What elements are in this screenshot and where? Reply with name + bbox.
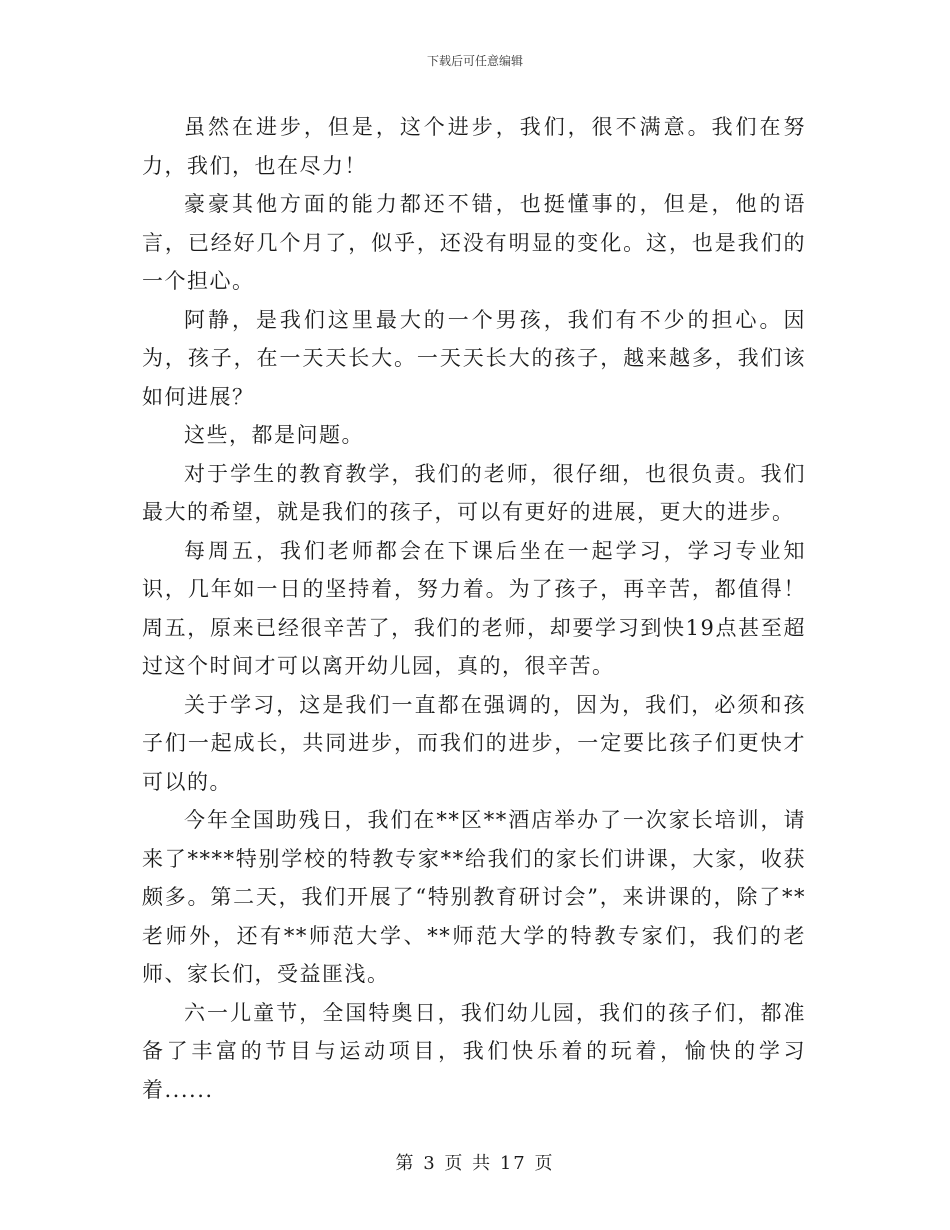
paragraph-8: 今年全国助残日，我们在**区**酒店举办了一次家长培训，请来了****特别学校的特教专家**给我们的家长们讲课，大家，收获颇多。第二天，我们开展了“特别教育研讨会”，来讲课的，除了**老师外，还有**师范大学、**师范大学的特教专家们，我们的老师、家长们，受益匪浅。 [142, 808, 806, 986]
paragraph-6: 每周五，我们老师都会在下课后坐在一起学习，学习专业知识，几年如一日的坚持着，努力着。为了孩子，再辛苦，都值得！周五，原来已经很辛苦了，我们的老师，却要学习到快19点甚至超过这个时间才可以离开幼儿园，真的，很辛苦。 [142, 538, 806, 678]
page-header: 下载后可任意编辑 [426, 54, 523, 68]
paragraph-7: 关于学习，这是我们一直都在强调的，因为，我们，必须和孩子们一起成长，共同进步，而我们的进步，一定要比孩子们更快才可以的。 [142, 692, 806, 794]
paragraph-3: 阿静，是我们这里最大的一个男孩，我们有不少的担心。因为，孩子，在一天天长大。一天天长大的孩子，越来越多，我们该如何进展？ [142, 307, 806, 409]
paragraph-1: 虽然在进步，但是，这个进步，我们，很不满意。我们在努力，我们，也在尽力！ [142, 115, 806, 178]
document-body [142, 108, 806, 1109]
paragraph-2: 豪豪其他方面的能力都还不错，也挺懂事的，但是，他的语言，已经好几个月了，似乎，还没有明显的变化。这，也是我们的一个担心。 [142, 192, 806, 293]
page-number: 第 3 页 共 17 页 [395, 1153, 555, 1174]
paragraph-9: 六一儿童节，全国特奥日，我们幼儿园，我们的孩子们，都准备了丰富的节目与运动项目，我们快乐着的玩着，愉快的学习着...... [142, 1000, 806, 1102]
paragraph-4: 这些，都是问题。 [184, 423, 364, 447]
paragraph-5: 对于学生的教育教学，我们的老师，很仔细，也很负责。我们最大的希望，就是我们的孩子，可以有更好的进展，更大的进步。 [142, 461, 806, 524]
